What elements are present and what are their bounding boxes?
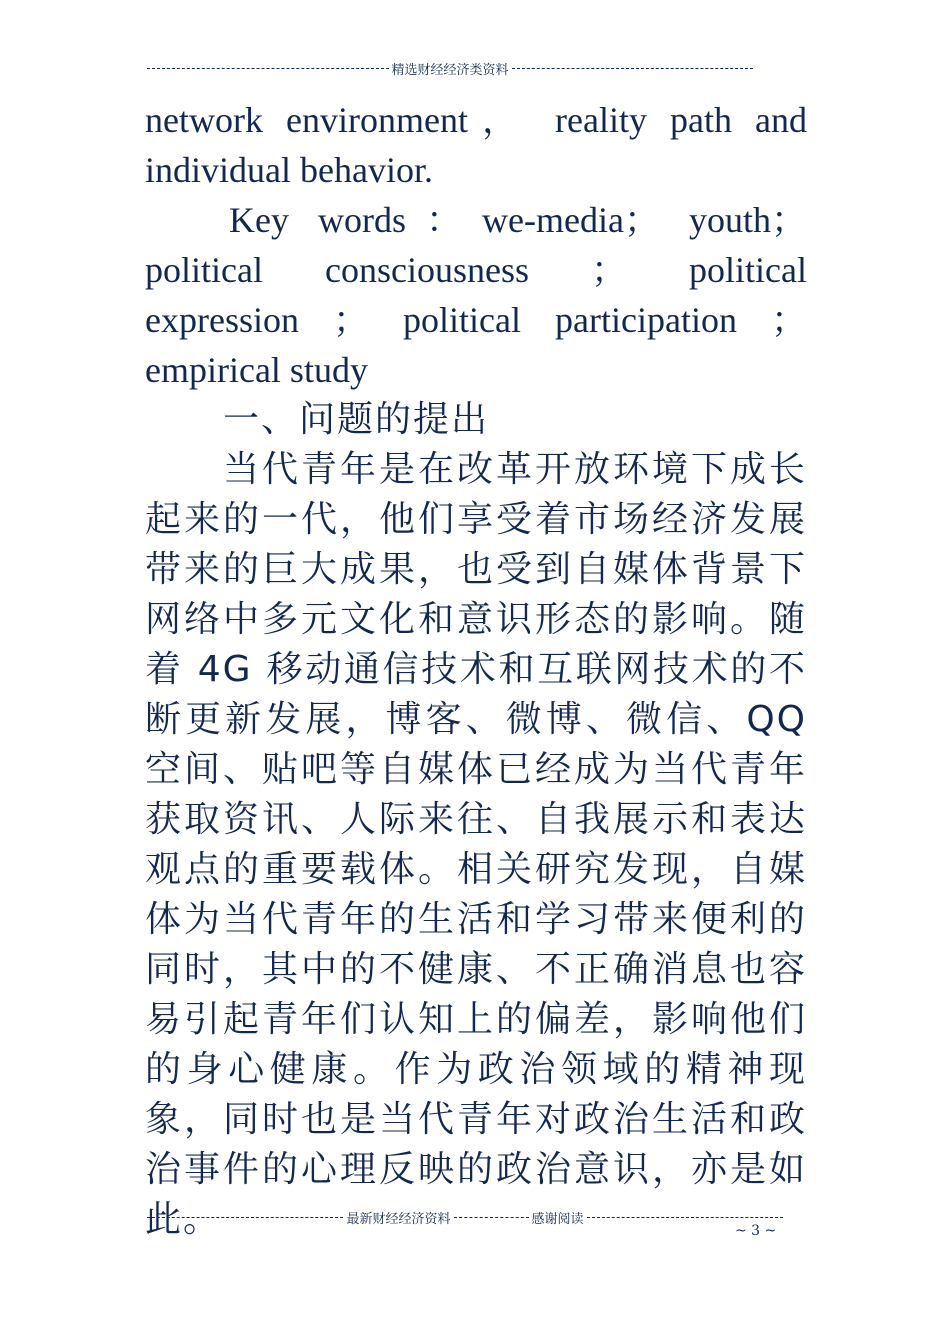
page-body (145, 95, 807, 1245)
footer-right-label: 感谢阅读 (531, 1211, 584, 1227)
abstract-line-1: network environment， reality path and (145, 100, 807, 140)
footer-rule-middle (454, 1217, 529, 1218)
keywords-line-3: expression ； political participation ； (145, 300, 807, 340)
section-heading: 一、问题的提出 (223, 399, 490, 440)
keywords-line-2: political consciousness ； political (145, 250, 807, 290)
footer-left-label: 最新财经经济资料 (346, 1211, 451, 1227)
header-label: 精选财经经济类资料 (391, 62, 509, 78)
keywords-line-1: Key words：we-media； youth； (229, 200, 807, 240)
footer-rule-right (587, 1217, 783, 1218)
section-paragraph: 当代青年是在改革开放环境下成长起来的一代，他们享受着市场经济发展带来的巨大成果，也受到自媒体背景下网络中多元文化和意识形态的影响。随着 4G 移动通信技术和互联网技术的不断更新发展，博客、微博、微信、QQ 空间、贴吧等自媒体已经成为当代青年获取资讯、人际来往、自我展示和表达观点的重要载体。相关研究发现，自媒体为当代青年的生活和学习带来便利的同时，其中的不健康、不正确消息也容易引起青年们认知上的偏差，影响他们的身心健康。作为政治领域的精神现象，同时也是当代青年对政治生活和政治事件的心理反映的政治意识，亦是如此。 (145, 449, 807, 1240)
header-rule-left (147, 68, 389, 69)
footer-rule-left (147, 1217, 343, 1218)
page-footer (145, 1210, 785, 1227)
abstract-line-2: individual behavior. (145, 150, 433, 190)
page-header (145, 61, 755, 78)
header-rule-right (512, 68, 754, 69)
page-number: ~ 3 ~ (735, 1223, 777, 1239)
keywords-line-4: empirical study (145, 350, 368, 390)
